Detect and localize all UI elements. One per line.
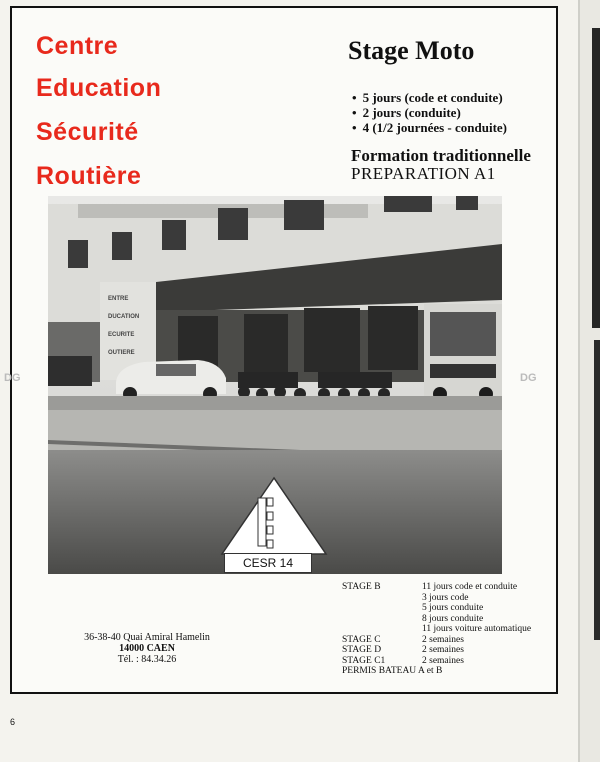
stage-row xyxy=(342,645,531,656)
course-subtitle: PREPARATION A1 xyxy=(351,164,496,183)
address-block xyxy=(62,632,232,665)
stage-name: STAGE C xyxy=(342,634,381,645)
watermark: DG xyxy=(4,372,21,384)
stage-name xyxy=(342,624,422,635)
stage-row xyxy=(342,666,531,677)
stage-row xyxy=(342,656,531,667)
adjacent-page-strip xyxy=(578,0,600,762)
sign-text: ECURITE xyxy=(108,332,135,338)
course-option: • 4 (1/2 journées - conduite) xyxy=(352,120,507,135)
sign-text: OUTIERE xyxy=(108,350,135,356)
stage-name xyxy=(342,603,422,614)
stage-detail: 3 jours code xyxy=(422,592,469,603)
stage-name xyxy=(342,593,422,604)
adjacent-page-mark xyxy=(592,28,600,328)
watermark: DG xyxy=(520,372,537,384)
sign-text: ENTRE xyxy=(108,296,129,302)
adjacent-page-mark xyxy=(594,340,600,640)
sign-text: DUCATION xyxy=(108,314,140,320)
stage-detail: 8 jours conduite xyxy=(422,613,484,624)
course-option: • 2 jours (conduite) xyxy=(352,105,507,120)
stage-name: STAGE D xyxy=(342,645,382,655)
photo-illustration xyxy=(48,196,502,574)
course-option: • 5 jours (code et conduite) xyxy=(352,90,507,105)
stage-detail: 2 semaines xyxy=(422,634,464,645)
address-phone: Tél. : 84.34.26 xyxy=(117,654,177,665)
course-subtitle: Formation traditionnelle xyxy=(351,146,531,165)
stage-name: STAGE B xyxy=(342,582,381,592)
stage-name xyxy=(342,614,422,625)
stage-row xyxy=(342,635,531,646)
page-number: 6 xyxy=(10,717,16,727)
address-city: 14000 CAEN xyxy=(119,643,175,654)
page-gutter xyxy=(578,0,580,762)
brand-line: Routière xyxy=(36,162,142,190)
stage-row xyxy=(342,624,531,635)
school-building-photo xyxy=(48,196,502,574)
brand-line: Education xyxy=(36,74,162,102)
course-options xyxy=(352,90,507,135)
stage-detail: 11 jours code et conduite xyxy=(422,582,518,592)
stage-detail: 5 jours conduite xyxy=(422,603,484,613)
address-street: 36-38-40 Quai Amiral Hamelin xyxy=(84,632,210,643)
stage-name: STAGE C1 xyxy=(342,655,386,666)
stage-row xyxy=(342,614,531,625)
stage-name: PERMIS BATEAU A et B xyxy=(342,666,443,676)
cesr-logo-label: CESR 14 xyxy=(224,553,312,573)
stage-detail: 2 semaines xyxy=(422,655,464,666)
stages-list xyxy=(342,582,531,677)
brand-line: Centre xyxy=(36,32,119,60)
stage-row xyxy=(342,593,531,604)
brand-line: Sécurité xyxy=(36,118,139,146)
stage-row xyxy=(342,582,531,593)
stage-detail: 11 jours voiture automatique xyxy=(422,624,532,634)
stage-row xyxy=(342,603,531,614)
stage-detail: 2 semaines xyxy=(422,645,464,655)
course-title: Stage Moto xyxy=(348,36,475,65)
